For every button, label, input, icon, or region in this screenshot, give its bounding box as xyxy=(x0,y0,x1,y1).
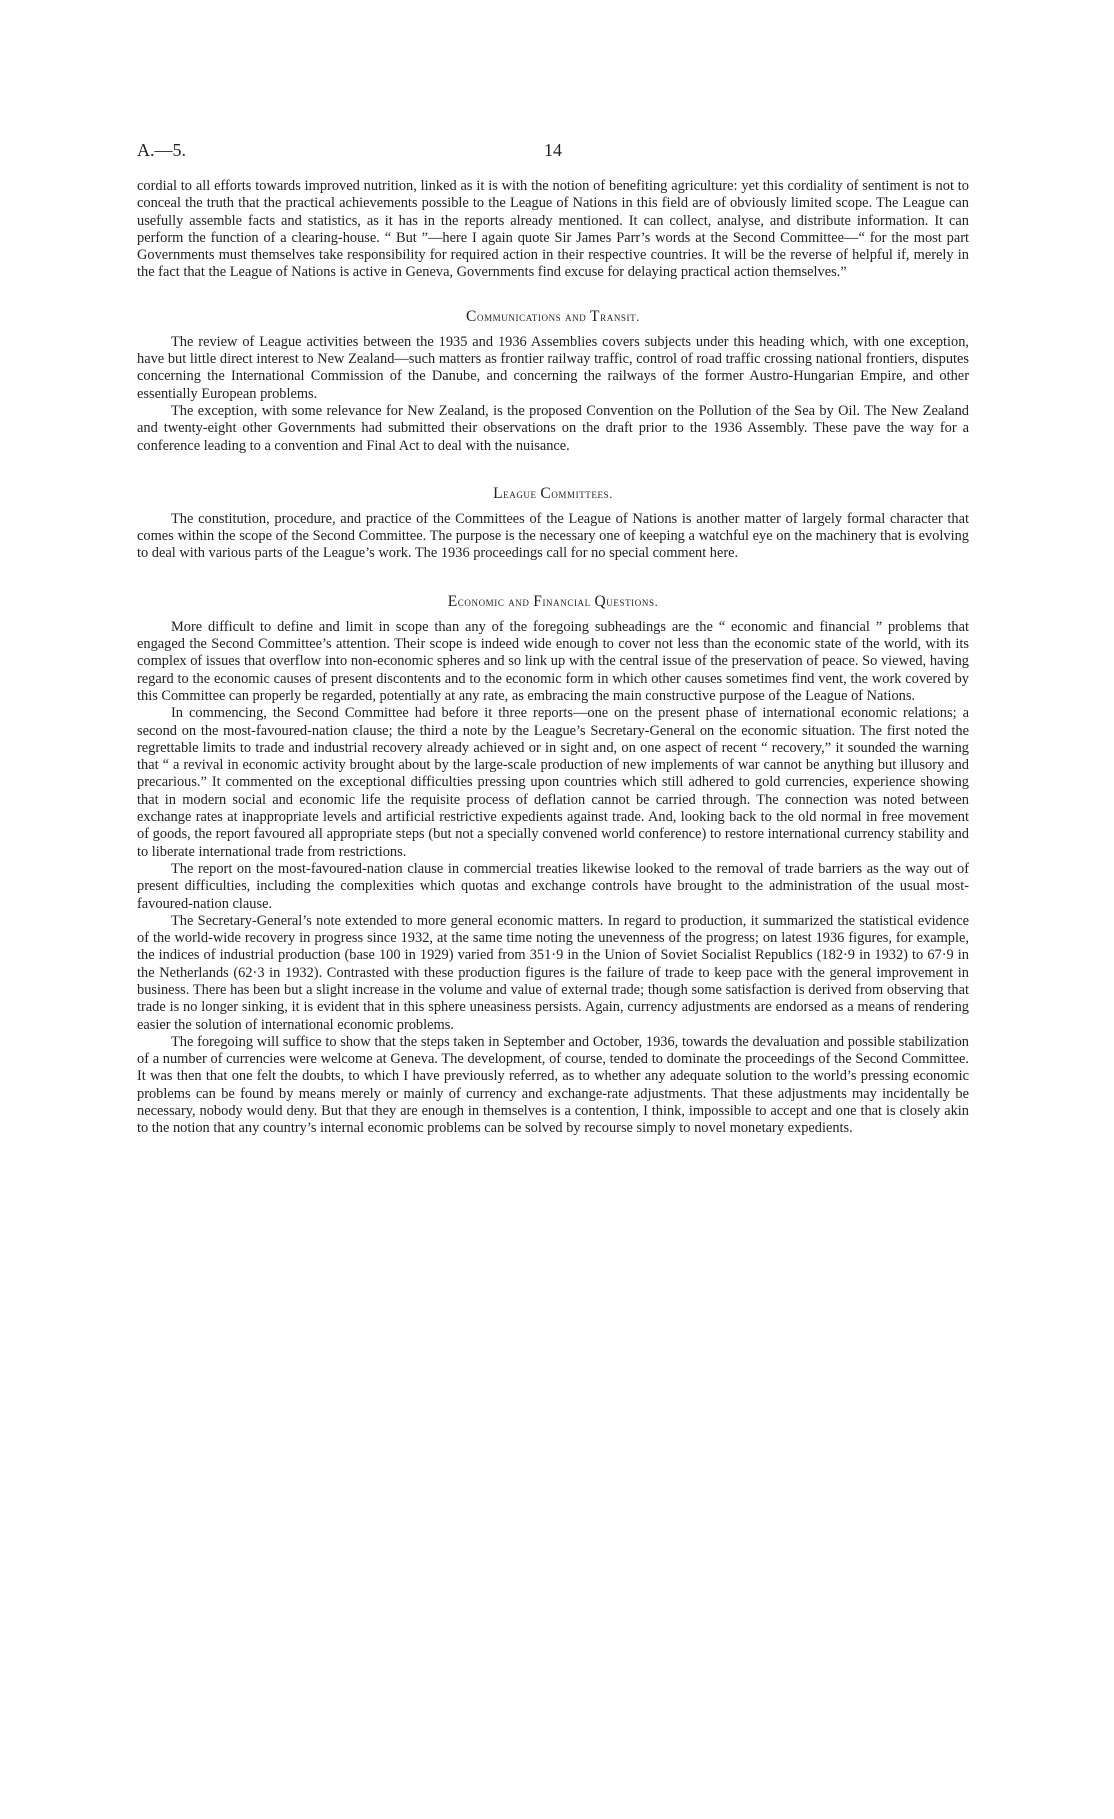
page-number: 14 xyxy=(544,140,562,160)
paragraph: More difficult to define and limit in scope than any of the foregoing subheadings are the “ economic and financial ” problems that engaged the Second Committee’s attention. Their scope is indeed wide enough to cover not less than the economic state of the world, with its complex of issues that overflow into non-economic spheres and so link up with the central issue of the preservation of peace. So viewed, having regard to the economic causes of present discontents and to the economic form in which other causes sometimes find vent, the work covered by this Committee can properly be regarded, potentially at any rate, as embracing the main constructive purpose of the League of Nations. xyxy=(137,618,969,704)
paragraph: The review of League activities between the 1935 and 1936 Assemblies covers subjects under this heading which, with one exception, have but little direct interest to New Zealand—such matters as frontier railway traffic, control of road traffic crossing national frontiers, disputes concerning the International Commission of the Danube, and concerning the railways of the former Austro-Hungarian Empire, and other essentially European problems. xyxy=(137,333,969,402)
section-heading-communications: Communications and Transit. xyxy=(466,307,640,325)
paragraph: The report on the most-favoured-nation clause in commercial treaties likewise looked to the removal of trade barriers as the way out of present difficulties, including the complexities which quotas and exchange controls have brought to the administration of the usual most-favoured-nation clause. xyxy=(137,860,969,912)
section-heading-economic-financial: Economic and Financial Questions. xyxy=(447,592,659,610)
paragraph: In commencing, the Second Committee had before it three reports—one on the present phase of international economic relations; a second on the most-favoured-nation clause; the third a note by the League’s Secretary-General on the economic situation. The first noted the regrettable limits to trade and industrial recovery already achieved or in sight and, on one aspect of recent “ recovery,” it sounded the warning that “ a revival in economic activity brought about by the large-scale production of new implements of war cannot be anything but illusory and precarious.” It commented on the exceptional difficulties pressing upon countries which still adhered to gold currencies, experience showing that in modern social and economic life the requisite process of deflation cannot be carried through. The connection was noted between exchange rates at inappropriate levels and artificial restrictive expedients against trade. And, looking back to the old normal in free movement of goods, the report favoured all appropriate steps (but not a specially convened world conference) to restore international currency stability and to liberate international trade from restrictions. xyxy=(137,705,969,860)
paragraph: The foregoing will suffice to show that the steps taken in September and October, 1936, towards the devaluation and possible stabilization of a number of currencies were welcome at Geneva. The development, of course, tended to dominate the proceedings of the Second Committee. It was then that one felt the doubts, to which I have previously referred, as to whether any adequate solution to the world’s pressing economic problems can be found by means merely or mainly of currency and exchange-rate adjustments. That these adjustments may incidentally be necessary, nobody would deny. But that they are enough in themselves is a contention, I think, impossible to accept and one that is closely akin to the notion that any country’s internal economic problems can be solved by recourse simply to novel monetary expedients. xyxy=(137,1033,969,1137)
document-page xyxy=(137,140,969,1138)
paragraph: The Secretary-General’s note extended to more general economic matters. In regard to production, it summarized the statistical evidence of the world-wide recovery in progress since 1932, at the same time noting the unevenness of the progress; on latest 1936 figures, for example, the indices of industrial production (base 100 in 1929) varied from 351·9 in the Union of Soviet Socialist Republics (182·9 in 1932) to 67·9 in the Netherlands (62·3 in 1932). Contrasted with these production figures is the failure of trade to keep pace with the general improvement in business. There has been but a slight increase in the volume and value of external trade; though some satisfaction is derived from observing that trade is no longer sinking, it is evident that in this sphere uneasiness persists. Again, currency adjustments are endorsed as a means of rendering easier the solution of international economic problems. xyxy=(137,912,969,1033)
page-header xyxy=(137,140,969,170)
document-reference: A.—5. xyxy=(137,140,186,160)
paragraph: The constitution, procedure, and practice of the Committees of the League of Nations is another matter of largely formal character that comes within the scope of the Second Committee. The purpose is the necessary one of keeping a watchful eye on the machinery that is evolving to deal with various parts of the League’s work. The 1936 proceedings call for no special comment here. xyxy=(137,510,969,562)
paragraph: The exception, with some relevance for New Zealand, is the proposed Convention on the Pollution of the Sea by Oil. The New Zealand and twenty-eight other Governments had submitted their observations on the draft prior to the 1936 Assembly. These pave the way for a conference leading to a convention and Final Act to deal with the nuisance. xyxy=(137,402,969,454)
section-heading-league-committees: League Committees. xyxy=(493,484,613,502)
intro-paragraph: cordial to all efforts towards improved nutrition, linked as it is with the notion of benefiting agriculture: yet this cordiality of sentiment is not to conceal the truth that the practical achievements possible to the League of Nations in this field are of obviously limited scope. The League can usefully assemble facts and statistics, as it has in the reports already mentioned. It can collect, analyse, and distribute information. It can perform the function of a clearing-house. “ But ”—here I again quote Sir James Parr’s words at the Second Committee—“ for the most part Governments must themselves take responsibility for required action in their respective countries. It will be the reverse of helpful if, merely in the fact that the League of Nations is active in Geneva, Governments find excuse for delaying practical action themselves.” xyxy=(137,178,969,281)
